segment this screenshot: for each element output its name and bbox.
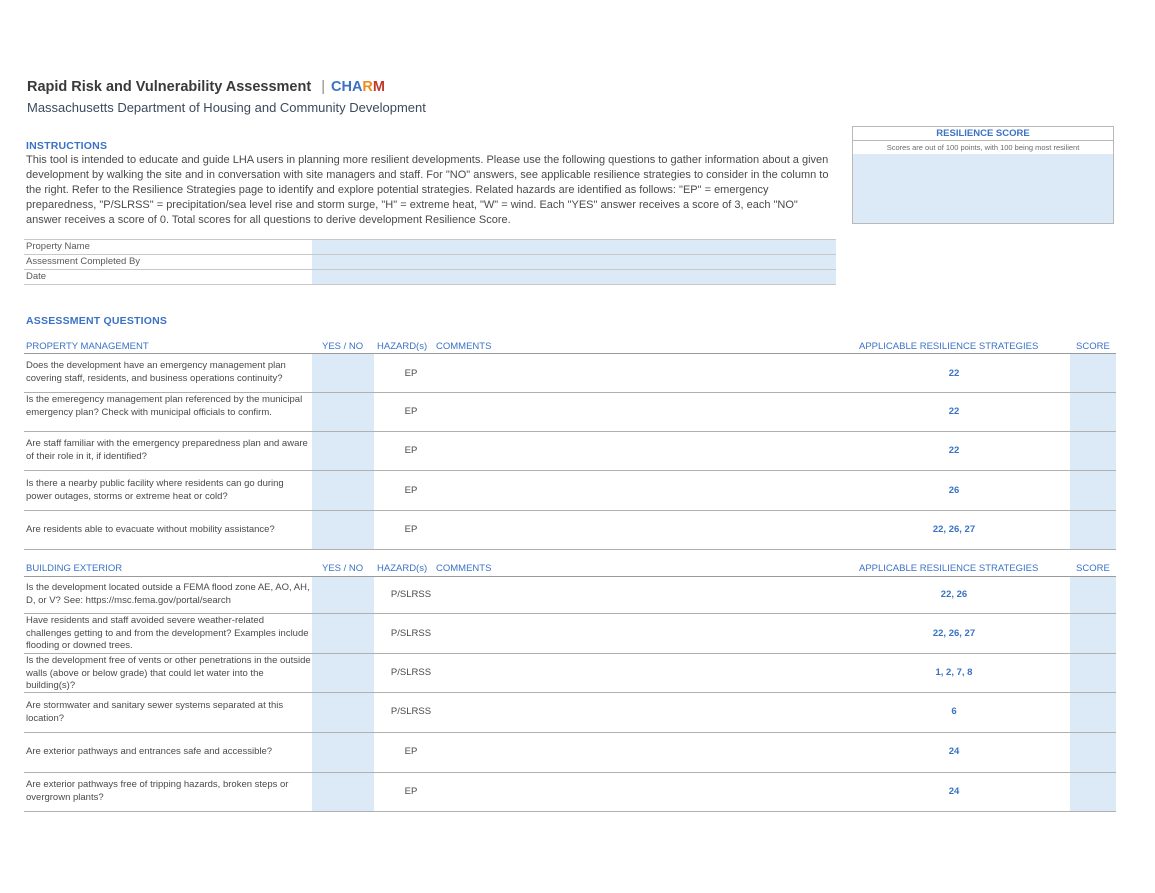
score-cell[interactable] <box>1070 354 1116 392</box>
question-row <box>24 354 1116 393</box>
hazard-cell: EP <box>404 445 418 456</box>
col-score: SCORE <box>1076 563 1110 574</box>
question-row <box>24 577 1116 614</box>
score-cell[interactable] <box>1070 733 1116 772</box>
hazard-cell: P/SLRSS <box>390 706 432 717</box>
charm-letter: A <box>351 79 363 95</box>
hazard-cell: EP <box>404 485 418 496</box>
question-row <box>24 773 1116 812</box>
score-cell[interactable] <box>1070 432 1116 470</box>
question-text: Are exterior pathways and entrances safe and accessible? <box>26 746 273 757</box>
question-row <box>24 693 1116 733</box>
question-row <box>24 614 1116 654</box>
yes-no-cell[interactable] <box>312 577 374 613</box>
resilience-score-heading: RESILIENCE SCORE <box>853 127 1113 141</box>
score-cell[interactable] <box>1070 654 1116 692</box>
title-text: Rapid Risk and Vulnerability Assessment <box>27 79 312 95</box>
charm-letter: H <box>341 79 352 95</box>
score-cell[interactable] <box>1070 577 1116 613</box>
question-text: Have residents and staff avoided severe weather-related challenges getting to and from the development? Examples include flooding or downed trees. <box>26 615 309 651</box>
question-row <box>24 393 1116 432</box>
hazard-cell: P/SLRSS <box>390 667 432 678</box>
score-cell[interactable] <box>1070 471 1116 510</box>
score-cell[interactable] <box>1070 693 1116 732</box>
col-yes-no: YES / NO <box>322 563 364 574</box>
question-text: Is the emeregency management plan referenced by the municipal emergency plan? Check with municipal officials to confirm. <box>26 394 303 418</box>
question-row <box>24 432 1116 471</box>
yes-no-cell[interactable] <box>312 773 374 811</box>
assessment-heading: ASSESSMENT QUESTIONS <box>26 315 168 327</box>
charm-letter: R <box>362 79 373 95</box>
resilience-score-value[interactable] <box>853 154 1113 223</box>
col-hazards: HAZARD(s) <box>377 563 428 574</box>
strategies-cell: 22, 26, 27 <box>932 628 976 639</box>
yes-no-cell[interactable] <box>312 471 374 510</box>
score-cell[interactable] <box>1070 393 1116 431</box>
date-label: Date <box>26 271 47 282</box>
score-cell[interactable] <box>1070 773 1116 811</box>
question-text: Are staff familiar with the emergency preparedness plan and aware of their role in it, if identified? <box>26 438 308 462</box>
charm-letter: C <box>330 79 342 95</box>
page-subtitle: Massachusetts Department of Housing and Community Development <box>27 100 426 115</box>
col-score: SCORE <box>1076 341 1110 352</box>
yes-no-cell[interactable] <box>312 432 374 470</box>
property-name-field[interactable] <box>312 240 836 255</box>
question-text: Are stormwater and sanitary sewer systems separated at this location? <box>26 700 284 724</box>
resilience-score-note: Scores are out of 100 points, with 100 being most resilient <box>853 141 1113 155</box>
hazard-cell: EP <box>404 368 418 379</box>
assessment-by-field[interactable] <box>312 255 836 270</box>
hazard-cell: P/SLRSS <box>390 589 432 600</box>
question-row <box>24 654 1116 693</box>
strategies-cell: 22 <box>948 445 960 456</box>
question-text: Is there a nearby public facility where residents can go during power outages, storms or extreme heat or cold? <box>26 478 284 502</box>
section-name: BUILDING EXTERIOR <box>26 563 123 574</box>
resilience-score-box <box>852 126 1114 224</box>
question-text: Is the development free of vents or other penetrations in the outside walls (above or below grade) that could let water into the building(s)? <box>26 655 311 691</box>
charm-logo <box>331 79 385 95</box>
charm-letter: M <box>372 79 385 95</box>
question-text: Are exterior pathways free of tripping hazards, broken steps or overgrown plants? <box>26 779 289 803</box>
col-hazards: HAZARD(s) <box>377 341 428 352</box>
assessment-by-label: Assessment Completed By <box>26 256 141 267</box>
question-text: Is the development located outside a FEMA flood zone AE, AO, AH, D, or V? See: https://msc.fema.gov/portal/search <box>26 582 310 606</box>
question-row <box>24 471 1116 511</box>
yes-no-cell[interactable] <box>312 733 374 772</box>
yes-no-cell[interactable] <box>312 393 374 431</box>
hazard-cell: EP <box>404 524 418 535</box>
question-row <box>24 511 1116 550</box>
col-comments: COMMENTS <box>436 563 492 574</box>
info-divider <box>24 284 836 285</box>
date-row <box>24 269 836 285</box>
col-strategies: APPLICABLE RESILIENCE STRATEGIES <box>859 341 1039 352</box>
col-yes-no: YES / NO <box>322 341 364 352</box>
strategies-cell: 24 <box>948 746 960 757</box>
yes-no-cell[interactable] <box>312 511 374 549</box>
strategies-cell: 24 <box>948 786 960 797</box>
section-name: PROPERTY MANAGEMENT <box>26 341 149 352</box>
strategies-cell: 22, 26, 27 <box>932 524 976 535</box>
col-strategies: APPLICABLE RESILIENCE STRATEGIES <box>859 563 1039 574</box>
col-comments: COMMENTS <box>436 341 492 352</box>
page-title <box>27 79 385 95</box>
question-text: Are residents able to evacuate without mobility assistance? <box>26 524 275 535</box>
title-separator: | <box>321 79 325 95</box>
strategies-cell: 1, 2, 7, 8 <box>935 667 973 678</box>
score-cell[interactable] <box>1070 614 1116 653</box>
question-row <box>24 733 1116 773</box>
yes-no-cell[interactable] <box>312 654 374 692</box>
hazard-cell: EP <box>404 746 418 757</box>
strategies-cell: 22 <box>948 406 960 417</box>
strategies-cell: 22 <box>948 368 960 379</box>
hazard-cell: EP <box>404 406 418 417</box>
hazard-cell: EP <box>404 786 418 797</box>
yes-no-cell[interactable] <box>312 354 374 392</box>
assessment-by-row <box>24 254 836 270</box>
yes-no-cell[interactable] <box>312 614 374 653</box>
strategies-cell: 6 <box>951 706 957 717</box>
date-field[interactable] <box>312 270 836 285</box>
score-cell[interactable] <box>1070 511 1116 549</box>
question-text: Does the development have an emergency management plan covering staff, residents, and business operations continuity? <box>26 360 286 384</box>
property-name-row <box>24 239 836 255</box>
strategies-cell: 26 <box>948 485 960 496</box>
instructions-body: This tool is intended to educate and guide LHA users in planning more resilient developments. Please use the following questions to gather information about a given development by walking the site and in conversation with site managers and staff. For "NO" answers, see applicable resilience strategies to consider in the column to the right. Refer to the Resilience Strategies page to identify and explore potential strategies. Related hazards are identified as follows: "EP" = emergency preparedness, "P/SLRSS" = precipitation/sea level rise and storm surge, "H" = extreme heat, "W" = wind. Each "YES" answer receives a score of 3, each "NO" answer receives a score of 0. Total scores for all questions to derive development Resilience Score. <box>26 154 829 226</box>
yes-no-cell[interactable] <box>312 693 374 732</box>
hazard-cell: P/SLRSS <box>390 628 432 639</box>
instructions-heading: INSTRUCTIONS <box>26 140 108 152</box>
property-name-label: Property Name <box>26 241 90 252</box>
strategies-cell: 22, 26 <box>940 589 968 600</box>
